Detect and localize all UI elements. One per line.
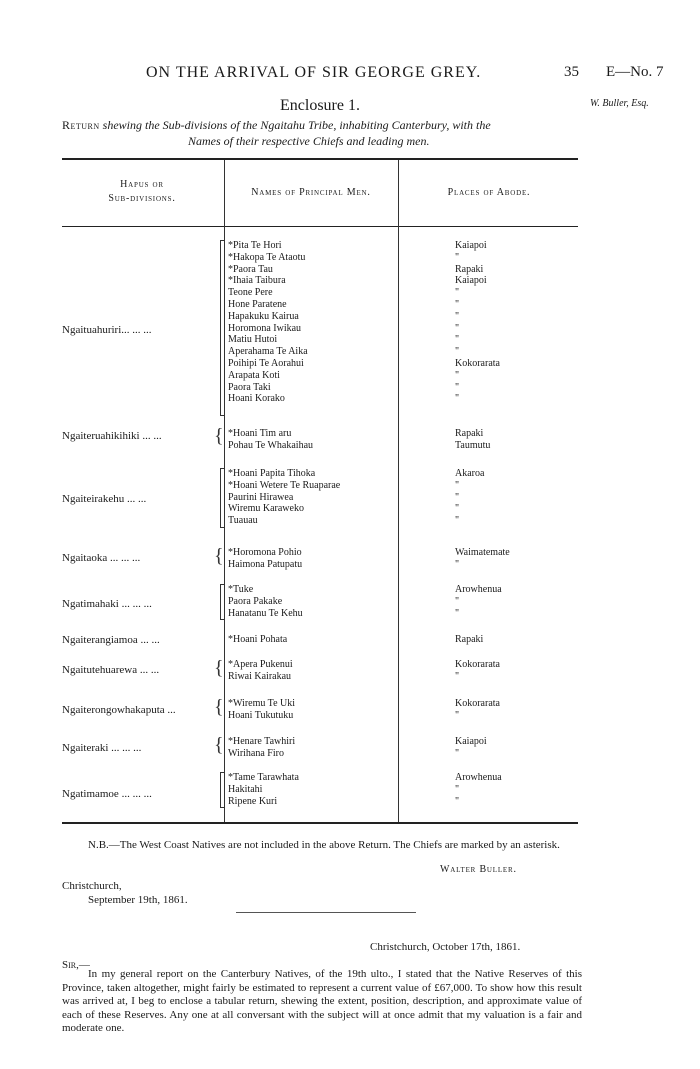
document-code: E—No. 7 [606,64,664,80]
caption-lead: Return [62,118,100,132]
letter-salutation: Sir,— [62,959,90,971]
principal-men-list: *Wiremu Te Uki Hoani Tukutuku [228,698,296,721]
column-header-places: Places of Abode. [447,187,531,198]
principal-men-list: *Horomona Pohio Haimona Patupatu [228,547,303,570]
caption-line-2: Names of their respective Chiefs and leading men. [188,134,430,148]
places-of-abode-list: Arowhenua " " [455,584,502,619]
column-header-names: Names of Principal Men. [251,187,371,198]
grouping-brace [220,772,225,808]
subdivision-name: Ngaiterongowhakaputa ... [62,704,176,716]
signature: Walter Buller. [440,864,517,875]
places-of-abode-list: Kokorarata " [455,698,500,721]
table-header-rule [62,226,578,227]
places-of-abode-list: Arowhenua " " [455,772,502,807]
table-bottom-rule [62,822,578,824]
letter-body: In my general report on the Canterbury Natives, of the 19th ulto., I stated that the Native Reserves of this Province, taken altogether, might fairly be estimated to represent a current value of £67,000. To show how this result was arrived at, I beg to enclose a tabular return, shewing the extent, position, description, and approximate value of each of these Reserves. Any one at all conversant with the subject will at once admit that my valuation is a fair and moderate one. [62,968,582,1034]
principal-men-list: *Pita Te Hori *Hakopa Te Ataotu *Paora Tau *Ihaia Taibura Teone Pere Hone Paratene Hapakuku Kairua Horomona Iwikau Matiu Hutoi Aperahama Te Aika Poihipi Te Aorahui Arapata Koti Paora Taki Hoani Korako [228,240,308,405]
places-of-abode-list: Rapaki Taumutu [455,428,491,451]
grouping-brace: { [214,425,224,447]
page-number: 35 [564,64,579,80]
subdivision-name: Ngaitaoka ... ... ... [62,552,141,564]
grouping-brace [220,240,225,416]
places-of-abode-list: Waimatemate " [455,547,510,570]
principal-men-list: *Tuke Paora Pakake Hanatanu Te Kehu [228,584,303,619]
caption-line-1: shewing the Sub-divisions of the Ngaitahu Tribe, inhabiting Canterbury, with the [102,118,491,132]
table-caption [62,118,491,133]
page-heading: ON THE ARRIVAL OF SIR GEORGE GREY. [146,64,482,81]
principal-men-list: *Tame Tarawhata Hakitahi Ripene Kuri [228,772,299,807]
subdivision-name: Ngaiteirakehu ... ... [62,493,147,505]
letter-dateline: Christchurch, October 17th, 1861. [370,941,521,953]
column-divider-2 [398,160,399,822]
places-of-abode-list: Kaiapoi " Rapaki Kaiapoi " " " " " " Kokorarata " " " [455,240,500,405]
principal-men-list: *Henare Tawhiri Wirihana Firo [228,736,296,759]
subdivision-name: Ngaituahuriri... ... ... [62,324,152,336]
places-of-abode-list: Akaroa " " " " [455,468,485,527]
principal-men-list: *Hoani Pohata [228,634,288,645]
column-header-hapus-line-2: Sub-divisions. [108,193,176,204]
principal-men-list: *Hoani Tim aru Pohau Te Whakaihau [228,428,314,451]
subdivision-name: Ngaitutehuarewa ... ... [62,664,160,676]
subdivision-name: Ngatimahaki ... ... ... [62,598,152,610]
grouping-brace: { [214,734,224,756]
signature-date: September 19th, 1861. [88,894,188,906]
column-header-hapus-line-1: Hapus or [120,179,164,190]
grouping-brace: { [214,657,224,679]
grouping-brace: { [214,545,224,567]
places-of-abode-list: Kaiapoi " [455,736,487,759]
subdivision-name: Ngaiteruahikihiki ... ... [62,430,162,442]
grouping-brace [220,468,225,528]
grouping-brace: { [214,696,224,718]
enclosure-title: Enclosure 1. [280,97,360,114]
principal-men-list: *Hoani Papita Tihoka *Hoani Wetere Te Ruaparae Paurini Hirawea Wiremu Karaweko Tuauau [228,468,341,527]
author-note: W. Buller, Esq. [590,98,649,109]
subdivision-name: Ngaiterangiamoa ... ... [62,634,160,646]
principal-men-list: *Apera Pukenui Riwai Kairakau [228,659,293,682]
grouping-brace [220,584,225,620]
subdivision-name: Ngatimamoe ... ... ... [62,788,152,800]
signature-place: Christchurch, [62,880,122,892]
section-separator [236,912,416,913]
column-header-hapus [62,178,222,206]
places-of-abode-list: Rapaki [455,634,484,645]
table-top-rule [62,158,578,160]
subdivision-name: Ngaiteraki ... ... ... [62,742,142,754]
footnote: N.B.—The West Coast Natives are not included in the above Return. The Chiefs are marked by an asterisk. [88,839,560,851]
places-of-abode-list: Kokorarata " [455,659,500,682]
